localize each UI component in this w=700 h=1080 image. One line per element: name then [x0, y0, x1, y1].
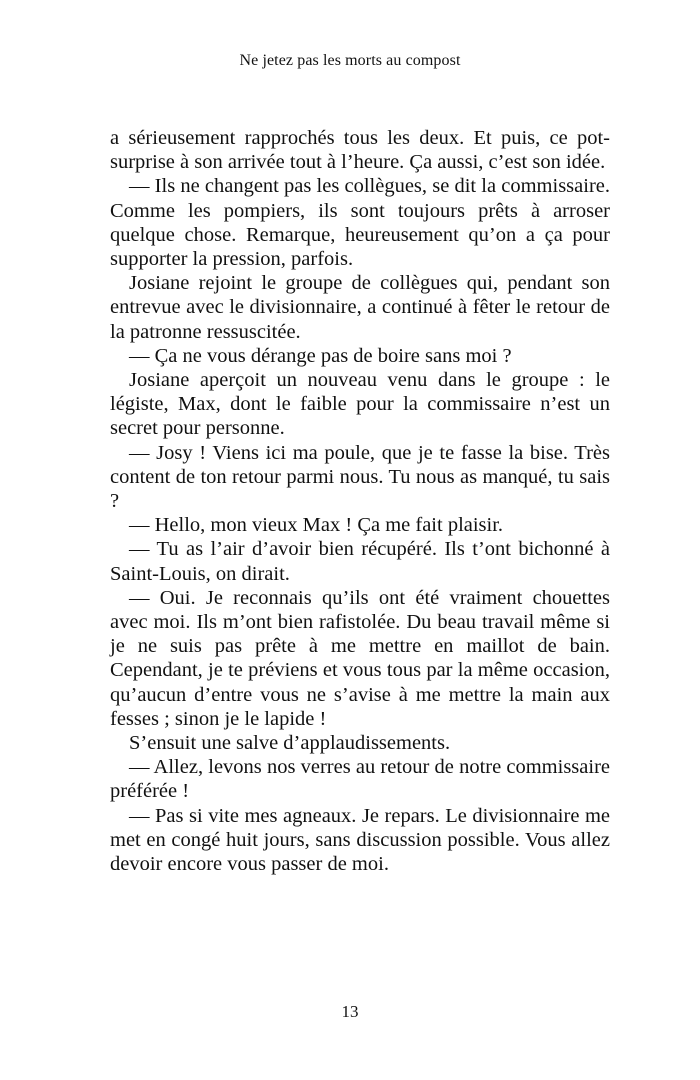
paragraph: — Pas si vite mes agneaux. Je repars. Le divisionnaire me met en congé huit jours, sans discussion possible. Vous allez devoir encore vous passer de moi. — [110, 804, 610, 876]
paragraph: — Oui. Je reconnais qu’ils ont été vraiment chouettes avec moi. Ils m’ont bien rafistolée. Du beau travail même si je ne suis pas prête à me mettre en maillot de bain. Cependant, je te préviens et vous tous par la même occasion, qu’aucun d’entre vous ne s’avise à me mettre la main aux fesses ; sinon je le lapide ! — [110, 586, 610, 730]
paragraph: — Tu as l’air d’avoir bien récupéré. Ils t’ont bichonné à Saint-Louis, on dirait. — [110, 538, 610, 585]
paragraph: — Josy ! Viens ici ma poule, que je te fasse la bise. Très content de ton retour parmi nous. Tu nous as manqué, tu sais ? — [110, 441, 610, 513]
paragraph: — Ils ne changent pas les collègues, se dit la commissaire. Comme les pompiers, ils sont toujours prêts à arroser quelque chose. Remarque, heureusement qu’on a ça pour supporter la pression, parfois. — [110, 175, 610, 271]
paragraph: Josiane aperçoit un nouveau venu dans le groupe : le légiste, Max, dont le faible pour la commissaire n’est un secret pour personne. — [110, 369, 610, 440]
paragraph: — Hello, mon vieux Max ! Ça me fait plaisir. — [129, 514, 504, 537]
page-body-text — [110, 126, 610, 876]
paragraph: — Ça ne vous dérange pas de boire sans moi ? — [129, 344, 512, 367]
paragraph: — Allez, levons nos verres au retour de notre commissaire préférée ! — [110, 756, 610, 803]
paragraph: S’ensuit une salve d’applaudissements. — [129, 732, 451, 755]
running-head-title: Ne jetez pas les morts au compost — [239, 52, 461, 69]
page-number: 13 — [341, 1002, 359, 1021]
paragraph: a sérieusement rapprochés tous les deux. Et puis, ce pot-surprise à son arrivée tout à l’heure. Ça aussi, c’est son idée. — [110, 127, 610, 174]
paragraph: Josiane rejoint le groupe de collègues qui, pendant son entrevue avec le divisionnaire, a continué à fêter le retour de la patronne ressuscitée. — [110, 272, 610, 343]
